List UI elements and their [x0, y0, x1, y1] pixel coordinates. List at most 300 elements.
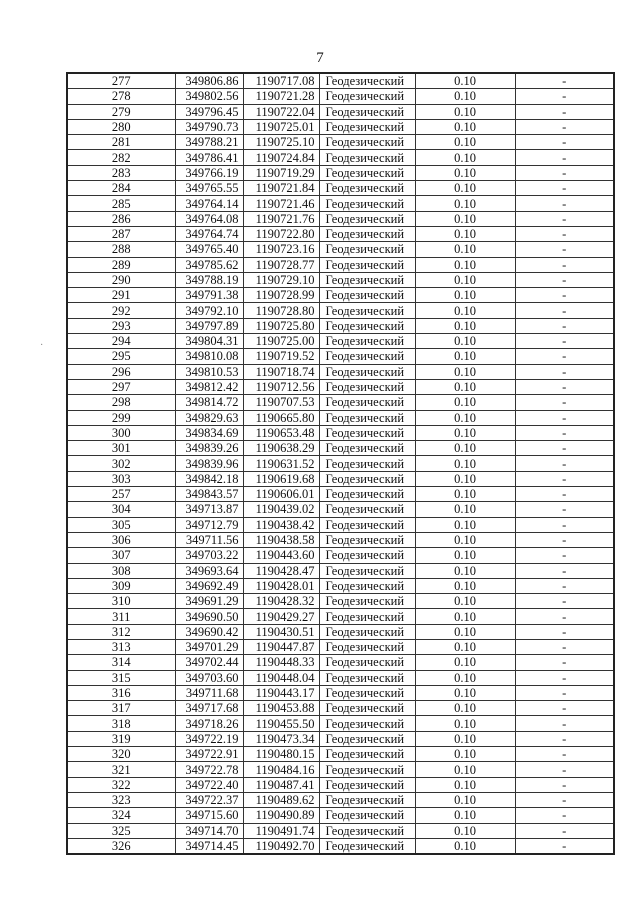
method-cell: Геодезический: [319, 517, 415, 532]
method-cell: Геодезический: [319, 441, 415, 456]
accuracy-cell: 0.10: [415, 196, 515, 211]
table-row: [67, 150, 614, 165]
note-cell: -: [515, 639, 614, 654]
point-number-cell: 305: [67, 517, 175, 532]
accuracy-cell: 0.10: [415, 89, 515, 104]
y-coordinate-cell: 1190721.46: [243, 196, 319, 211]
method-cell: Геодезический: [319, 624, 415, 639]
note-cell: -: [515, 104, 614, 119]
point-number-cell: 321: [67, 762, 175, 777]
y-coordinate-cell: 1190480.15: [243, 747, 319, 762]
point-number-cell: 282: [67, 150, 175, 165]
table-row: [67, 196, 614, 211]
note-cell: -: [515, 379, 614, 394]
note-cell: -: [515, 685, 614, 700]
method-cell: Геодезический: [319, 777, 415, 792]
point-number-cell: 286: [67, 211, 175, 226]
y-coordinate-cell: 1190473.34: [243, 731, 319, 746]
note-cell: -: [515, 410, 614, 425]
point-number-cell: 320: [67, 747, 175, 762]
note-cell: -: [515, 364, 614, 379]
page-number: 7: [316, 50, 324, 66]
method-cell: Геодезический: [319, 716, 415, 731]
method-cell: Геодезический: [319, 701, 415, 716]
note-cell: -: [515, 487, 614, 502]
coordinates-table-body: [67, 73, 614, 854]
note-cell: -: [515, 242, 614, 257]
point-number-cell: 287: [67, 226, 175, 241]
table-row: [67, 226, 614, 241]
point-number-cell: 309: [67, 578, 175, 593]
point-number-cell: 302: [67, 456, 175, 471]
method-cell: Геодезический: [319, 487, 415, 502]
accuracy-cell: 0.10: [415, 211, 515, 226]
table-row: [67, 272, 614, 287]
table-row: [67, 471, 614, 486]
point-number-cell: 277: [67, 73, 175, 89]
accuracy-cell: 0.10: [415, 334, 515, 349]
note-cell: -: [515, 563, 614, 578]
accuracy-cell: 0.10: [415, 119, 515, 134]
method-cell: Геодезический: [319, 808, 415, 823]
accuracy-cell: 0.10: [415, 639, 515, 654]
x-coordinate-cell: 349703.22: [175, 548, 243, 563]
accuracy-cell: 0.10: [415, 808, 515, 823]
method-cell: Геодезический: [319, 288, 415, 303]
y-coordinate-cell: 1190455.50: [243, 716, 319, 731]
coordinates-table: [66, 72, 615, 855]
point-number-cell: 326: [67, 838, 175, 854]
accuracy-cell: 0.10: [415, 456, 515, 471]
y-coordinate-cell: 1190721.84: [243, 181, 319, 196]
point-number-cell: 283: [67, 165, 175, 180]
method-cell: Геодезический: [319, 563, 415, 578]
point-number-cell: 317: [67, 701, 175, 716]
point-number-cell: 314: [67, 655, 175, 670]
table-row: [67, 808, 614, 823]
accuracy-cell: 0.10: [415, 624, 515, 639]
point-number-cell: 288: [67, 242, 175, 257]
y-coordinate-cell: 1190443.17: [243, 685, 319, 700]
accuracy-cell: 0.10: [415, 594, 515, 609]
y-coordinate-cell: 1190428.01: [243, 578, 319, 593]
table-row: [67, 119, 614, 134]
table-row: [67, 624, 614, 639]
method-cell: Геодезический: [319, 731, 415, 746]
accuracy-cell: 0.10: [415, 181, 515, 196]
x-coordinate-cell: 349711.68: [175, 685, 243, 700]
y-coordinate-cell: 1190723.16: [243, 242, 319, 257]
x-coordinate-cell: 349692.49: [175, 578, 243, 593]
accuracy-cell: 0.10: [415, 379, 515, 394]
method-cell: Геодезический: [319, 135, 415, 150]
y-coordinate-cell: 1190717.08: [243, 73, 319, 89]
accuracy-cell: 0.10: [415, 288, 515, 303]
method-cell: Геодезический: [319, 762, 415, 777]
method-cell: Геодезический: [319, 89, 415, 104]
note-cell: -: [515, 73, 614, 89]
x-coordinate-cell: 349722.37: [175, 792, 243, 807]
point-number-cell: 292: [67, 303, 175, 318]
y-coordinate-cell: 1190653.48: [243, 425, 319, 440]
point-number-cell: 293: [67, 318, 175, 333]
accuracy-cell: 0.10: [415, 517, 515, 532]
method-cell: Геодезический: [319, 425, 415, 440]
point-number-cell: 298: [67, 395, 175, 410]
accuracy-cell: 0.10: [415, 762, 515, 777]
note-cell: -: [515, 349, 614, 364]
accuracy-cell: 0.10: [415, 792, 515, 807]
point-number-cell: 310: [67, 594, 175, 609]
accuracy-cell: 0.10: [415, 487, 515, 502]
table-row: [67, 532, 614, 547]
y-coordinate-cell: 1190724.84: [243, 150, 319, 165]
table-row: [67, 349, 614, 364]
x-coordinate-cell: 349703.60: [175, 670, 243, 685]
table-row: [67, 73, 614, 89]
x-coordinate-cell: 349814.72: [175, 395, 243, 410]
y-coordinate-cell: 1190438.58: [243, 532, 319, 547]
table-row: [67, 548, 614, 563]
x-coordinate-cell: 349790.73: [175, 119, 243, 134]
table-row: [67, 288, 614, 303]
y-coordinate-cell: 1190665.80: [243, 410, 319, 425]
accuracy-cell: 0.10: [415, 685, 515, 700]
accuracy-cell: 0.10: [415, 135, 515, 150]
accuracy-cell: 0.10: [415, 410, 515, 425]
y-coordinate-cell: 1190712.56: [243, 379, 319, 394]
method-cell: Геодезический: [319, 196, 415, 211]
x-coordinate-cell: 349711.56: [175, 532, 243, 547]
x-coordinate-cell: 349691.29: [175, 594, 243, 609]
accuracy-cell: 0.10: [415, 165, 515, 180]
accuracy-cell: 0.10: [415, 823, 515, 838]
point-number-cell: 284: [67, 181, 175, 196]
y-coordinate-cell: 1190447.87: [243, 639, 319, 654]
table-row: [67, 456, 614, 471]
accuracy-cell: 0.10: [415, 257, 515, 272]
point-number-cell: 299: [67, 410, 175, 425]
method-cell: Геодезический: [319, 150, 415, 165]
accuracy-cell: 0.10: [415, 395, 515, 410]
method-cell: Геодезический: [319, 318, 415, 333]
note-cell: -: [515, 777, 614, 792]
y-coordinate-cell: 1190492.70: [243, 838, 319, 854]
x-coordinate-cell: 349766.19: [175, 165, 243, 180]
x-coordinate-cell: 349786.41: [175, 150, 243, 165]
note-cell: -: [515, 334, 614, 349]
point-number-cell: 296: [67, 364, 175, 379]
accuracy-cell: 0.10: [415, 150, 515, 165]
y-coordinate-cell: 1190718.74: [243, 364, 319, 379]
x-coordinate-cell: 349764.08: [175, 211, 243, 226]
y-coordinate-cell: 1190728.80: [243, 303, 319, 318]
table-row: [67, 165, 614, 180]
method-cell: Геодезический: [319, 655, 415, 670]
y-coordinate-cell: 1190725.00: [243, 334, 319, 349]
y-coordinate-cell: 1190722.80: [243, 226, 319, 241]
note-cell: -: [515, 624, 614, 639]
method-cell: Геодезический: [319, 532, 415, 547]
x-coordinate-cell: 349722.78: [175, 762, 243, 777]
y-coordinate-cell: 1190707.53: [243, 395, 319, 410]
x-coordinate-cell: 349812.42: [175, 379, 243, 394]
note-cell: -: [515, 548, 614, 563]
point-number-cell: 281: [67, 135, 175, 150]
method-cell: Геодезический: [319, 594, 415, 609]
note-cell: -: [515, 318, 614, 333]
method-cell: Геодезический: [319, 165, 415, 180]
table-row: [67, 425, 614, 440]
x-coordinate-cell: 349806.86: [175, 73, 243, 89]
point-number-cell: 312: [67, 624, 175, 639]
point-number-cell: 313: [67, 639, 175, 654]
accuracy-cell: 0.10: [415, 701, 515, 716]
x-coordinate-cell: 349722.19: [175, 731, 243, 746]
method-cell: Геодезический: [319, 303, 415, 318]
x-coordinate-cell: 349693.64: [175, 563, 243, 578]
x-coordinate-cell: 349843.57: [175, 487, 243, 502]
point-number-cell: 280: [67, 119, 175, 134]
method-cell: Геодезический: [319, 456, 415, 471]
table-row: [67, 762, 614, 777]
table-row: [67, 242, 614, 257]
x-coordinate-cell: 349802.56: [175, 89, 243, 104]
table-row: [67, 410, 614, 425]
table-row: [67, 670, 614, 685]
point-number-cell: 322: [67, 777, 175, 792]
accuracy-cell: 0.10: [415, 563, 515, 578]
y-coordinate-cell: 1190721.76: [243, 211, 319, 226]
x-coordinate-cell: 349765.40: [175, 242, 243, 257]
x-coordinate-cell: 349717.68: [175, 701, 243, 716]
method-cell: Геодезический: [319, 379, 415, 394]
note-cell: -: [515, 502, 614, 517]
point-number-cell: 304: [67, 502, 175, 517]
method-cell: Геодезический: [319, 578, 415, 593]
method-cell: Геодезический: [319, 226, 415, 241]
table-row: [67, 303, 614, 318]
y-coordinate-cell: 1190448.33: [243, 655, 319, 670]
table-row: [67, 89, 614, 104]
table-row: [67, 104, 614, 119]
method-cell: Геодезический: [319, 609, 415, 624]
x-coordinate-cell: 349764.14: [175, 196, 243, 211]
y-coordinate-cell: 1190439.02: [243, 502, 319, 517]
x-coordinate-cell: 349839.96: [175, 456, 243, 471]
table-row: [67, 578, 614, 593]
table-row: [67, 379, 614, 394]
y-coordinate-cell: 1190453.88: [243, 701, 319, 716]
x-coordinate-cell: 349765.55: [175, 181, 243, 196]
point-number-cell: 300: [67, 425, 175, 440]
method-cell: Геодезический: [319, 838, 415, 854]
x-coordinate-cell: 349713.87: [175, 502, 243, 517]
y-coordinate-cell: 1190719.29: [243, 165, 319, 180]
x-coordinate-cell: 349702.44: [175, 655, 243, 670]
x-coordinate-cell: 349788.19: [175, 272, 243, 287]
method-cell: Геодезический: [319, 119, 415, 134]
note-cell: -: [515, 119, 614, 134]
table-row: [67, 823, 614, 838]
point-number-cell: 325: [67, 823, 175, 838]
method-cell: Геодезический: [319, 334, 415, 349]
table-row: [67, 777, 614, 792]
point-number-cell: 290: [67, 272, 175, 287]
point-number-cell: 278: [67, 89, 175, 104]
note-cell: -: [515, 731, 614, 746]
y-coordinate-cell: 1190428.32: [243, 594, 319, 609]
note-cell: -: [515, 226, 614, 241]
point-number-cell: 319: [67, 731, 175, 746]
accuracy-cell: 0.10: [415, 716, 515, 731]
x-coordinate-cell: 349788.21: [175, 135, 243, 150]
x-coordinate-cell: 349810.53: [175, 364, 243, 379]
table-row: [67, 181, 614, 196]
table-row: [67, 747, 614, 762]
y-coordinate-cell: 1190430.51: [243, 624, 319, 639]
accuracy-cell: 0.10: [415, 747, 515, 762]
point-number-cell: 295: [67, 349, 175, 364]
x-coordinate-cell: 349718.26: [175, 716, 243, 731]
x-coordinate-cell: 349792.10: [175, 303, 243, 318]
table-row: [67, 701, 614, 716]
note-cell: -: [515, 425, 614, 440]
note-cell: -: [515, 808, 614, 823]
y-coordinate-cell: 1190728.77: [243, 257, 319, 272]
point-number-cell: 301: [67, 441, 175, 456]
note-cell: -: [515, 395, 614, 410]
x-coordinate-cell: 349701.29: [175, 639, 243, 654]
point-number-cell: 308: [67, 563, 175, 578]
y-coordinate-cell: 1190725.80: [243, 318, 319, 333]
method-cell: Геодезический: [319, 242, 415, 257]
table-row: [67, 334, 614, 349]
accuracy-cell: 0.10: [415, 242, 515, 257]
point-number-cell: 315: [67, 670, 175, 685]
table-row: [67, 594, 614, 609]
note-cell: -: [515, 517, 614, 532]
method-cell: Геодезический: [319, 349, 415, 364]
note-cell: -: [515, 594, 614, 609]
y-coordinate-cell: 1190631.52: [243, 456, 319, 471]
table-row: [67, 609, 614, 624]
x-coordinate-cell: 349764.74: [175, 226, 243, 241]
x-coordinate-cell: 349810.08: [175, 349, 243, 364]
method-cell: Геодезический: [319, 502, 415, 517]
x-coordinate-cell: 349712.79: [175, 517, 243, 532]
margin-mark: ·: [40, 340, 44, 351]
y-coordinate-cell: 1190490.89: [243, 808, 319, 823]
accuracy-cell: 0.10: [415, 104, 515, 119]
x-coordinate-cell: 349791.38: [175, 288, 243, 303]
note-cell: -: [515, 578, 614, 593]
note-cell: -: [515, 609, 614, 624]
y-coordinate-cell: 1190728.99: [243, 288, 319, 303]
y-coordinate-cell: 1190428.47: [243, 563, 319, 578]
point-number-cell: 311: [67, 609, 175, 624]
table-row: [67, 487, 614, 502]
x-coordinate-cell: 349690.42: [175, 624, 243, 639]
x-coordinate-cell: 349839.26: [175, 441, 243, 456]
note-cell: -: [515, 532, 614, 547]
table-row: [67, 502, 614, 517]
table-row: [67, 395, 614, 410]
y-coordinate-cell: 1190722.04: [243, 104, 319, 119]
method-cell: Геодезический: [319, 395, 415, 410]
method-cell: Геодезический: [319, 257, 415, 272]
point-number-cell: 316: [67, 685, 175, 700]
x-coordinate-cell: 349722.91: [175, 747, 243, 762]
accuracy-cell: 0.10: [415, 425, 515, 440]
method-cell: Геодезический: [319, 181, 415, 196]
method-cell: Геодезический: [319, 410, 415, 425]
y-coordinate-cell: 1190491.74: [243, 823, 319, 838]
x-coordinate-cell: 349714.70: [175, 823, 243, 838]
note-cell: -: [515, 823, 614, 838]
accuracy-cell: 0.10: [415, 441, 515, 456]
table-row: [67, 716, 614, 731]
method-cell: Геодезический: [319, 639, 415, 654]
method-cell: Геодезический: [319, 823, 415, 838]
method-cell: Геодезический: [319, 73, 415, 89]
note-cell: -: [515, 441, 614, 456]
point-number-cell: 307: [67, 548, 175, 563]
point-number-cell: 291: [67, 288, 175, 303]
method-cell: Геодезический: [319, 747, 415, 762]
y-coordinate-cell: 1190484.16: [243, 762, 319, 777]
y-coordinate-cell: 1190725.01: [243, 119, 319, 134]
x-coordinate-cell: 349804.31: [175, 334, 243, 349]
accuracy-cell: 0.10: [415, 655, 515, 670]
method-cell: Геодезический: [319, 792, 415, 807]
y-coordinate-cell: 1190438.42: [243, 517, 319, 532]
x-coordinate-cell: 349722.40: [175, 777, 243, 792]
note-cell: -: [515, 670, 614, 685]
accuracy-cell: 0.10: [415, 609, 515, 624]
table-row: [67, 257, 614, 272]
accuracy-cell: 0.10: [415, 532, 515, 547]
y-coordinate-cell: 1190606.01: [243, 487, 319, 502]
x-coordinate-cell: 349785.62: [175, 257, 243, 272]
table-row: [67, 364, 614, 379]
method-cell: Геодезический: [319, 272, 415, 287]
note-cell: -: [515, 135, 614, 150]
note-cell: -: [515, 701, 614, 716]
accuracy-cell: 0.10: [415, 578, 515, 593]
table-row: [67, 655, 614, 670]
table-row: [67, 792, 614, 807]
note-cell: -: [515, 716, 614, 731]
note-cell: -: [515, 181, 614, 196]
accuracy-cell: 0.10: [415, 73, 515, 89]
accuracy-cell: 0.10: [415, 838, 515, 854]
accuracy-cell: 0.10: [415, 226, 515, 241]
method-cell: Геодезический: [319, 364, 415, 379]
note-cell: -: [515, 762, 614, 777]
accuracy-cell: 0.10: [415, 272, 515, 287]
point-number-cell: 318: [67, 716, 175, 731]
y-coordinate-cell: 1190619.68: [243, 471, 319, 486]
x-coordinate-cell: 349797.89: [175, 318, 243, 333]
x-coordinate-cell: 349714.45: [175, 838, 243, 854]
y-coordinate-cell: 1190638.29: [243, 441, 319, 456]
method-cell: Геодезический: [319, 548, 415, 563]
accuracy-cell: 0.10: [415, 471, 515, 486]
note-cell: -: [515, 150, 614, 165]
point-number-cell: 324: [67, 808, 175, 823]
note-cell: -: [515, 456, 614, 471]
